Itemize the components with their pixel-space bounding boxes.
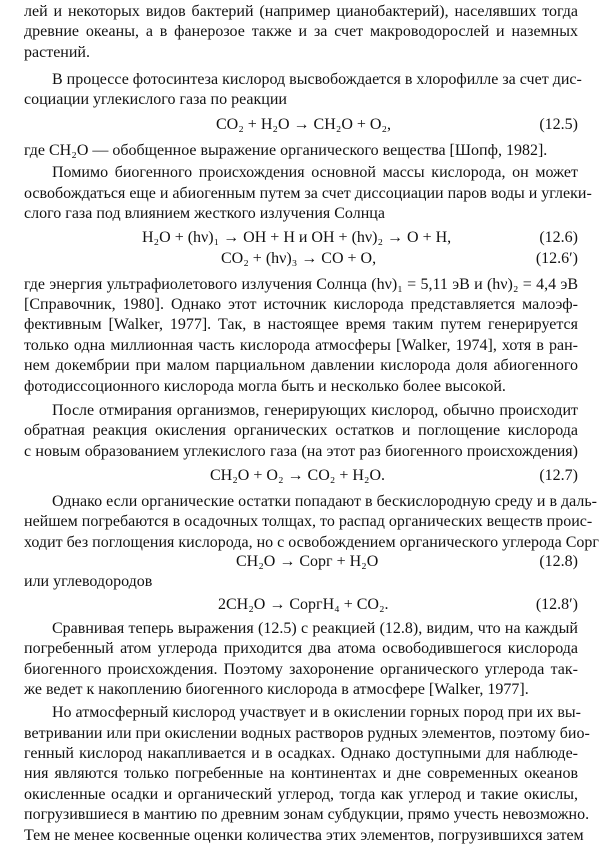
text-line-7: Помимо биогенного происхождения основной массы кислорода, он может <box>52 164 578 182</box>
text-line-6: где CH₂O — обобщенное выражение органического вещества [Шопф, 1982]. <box>24 142 548 159</box>
text-line-21: ходит без поглощения кислорода, но с освобождением органического углерода Cорг <box>24 533 599 551</box>
text-line-33: Тем не менее косвенные оценки количества этих элементов, погрузившихся затем <box>24 826 584 844</box>
text-line-8: освобождаться еще и абиогенным путем за счет диссоциации паров воды и углеки- <box>24 184 592 202</box>
equation-number-12-7: (12.7) <box>539 466 578 484</box>
text-line-11: [Справочник, 1980]. Однако этот источник кислорода представляется малоэф- <box>24 296 578 313</box>
text-line-15: фотодиссоционного кислорода могла быть и несколько более высокой. <box>24 377 506 395</box>
text-line-12: фективным [Walker, 1977]. Так, в настоящее время таким путем генерируется <box>24 316 578 334</box>
text-line-26: же ведет к накоплению биогенного кислорода в атмосфере [Walker, 1977]. <box>24 681 529 698</box>
text-line-4: В процессе фотосинтеза кислород высвобождается в хлорофилле за счет дис- <box>52 70 582 88</box>
equation-number-12-6-prime: (12.6′) <box>535 249 578 267</box>
text-line-28: ветривании или при окислении водных растворов рудных элементов, поэтому био- <box>24 724 590 742</box>
equation-12-8: CH₂O → Cорг + H₂O <box>236 552 379 570</box>
text-line-9: слого газа под влиянием жесткого излучения Солнца <box>24 205 385 223</box>
equation-number-12-6: (12.6) <box>539 229 578 247</box>
text-line-31: окисленные осадки и органический углерод, тогда как углерод и такие окислы, <box>24 785 578 803</box>
equation-12-6-prime: CO₂ + (hν)₃ → CO + O, <box>221 249 377 267</box>
equation-number-12-8-prime: (12.8′) <box>535 595 578 613</box>
equation-12-6: H₂O + (hν)₁ → OH + H и OH + (hν)₂ → O + H, <box>142 229 452 247</box>
text-line-22: или углеводородов <box>24 573 153 591</box>
text-line-5: социации углекислого газа по реакции <box>24 91 287 108</box>
text-line-13: только одна миллионная часть кислорода атмосферы [Walker, 1974], хотя в ран- <box>24 336 578 354</box>
text-line-14: нем докембрии при малом парциальном давлении кислорода доля абиогенного <box>24 357 578 375</box>
text-line-20: нейшем погребаются в осадочных толщах, то распад органических веществ проис- <box>24 513 593 531</box>
text-line-1: лей и некоторых видов бактерий (например цианобактерий), населявших тогда <box>24 2 578 20</box>
text-line-2: древние океаны, а в фанерозое также и за счет макроводорослей и наземных <box>24 23 578 41</box>
equation-number-12-5: (12.5) <box>539 116 578 133</box>
text-line-3: растений. <box>24 43 90 61</box>
equation-12-7: CH₂O + O₂ → CO₂ + H₂O. <box>210 466 386 484</box>
equation-12-5: CO₂ + H₂O → CH₂O + O₂, <box>216 116 392 133</box>
text-line-10: где энергия ультрафиолетового излучения Солнца (hν)₁ = 5,11 эВ и (hν)₂ = 4,4 эВ <box>24 275 578 293</box>
text-line-19: Однако если органические остатки попадают в бескислородную среду и в даль- <box>52 492 597 510</box>
equation-number-12-8: (12.8) <box>539 552 578 570</box>
text-line-27: Но атмосферный кислород участвует и в окислении горных пород при их вы- <box>52 704 581 722</box>
equation-12-8-prime: 2CH₂O → CоргH₄ + CO₂. <box>218 595 389 613</box>
text-line-30: ния являются только погребенные на континентах и дне современных океанов <box>24 765 578 783</box>
text-line-23: Сравнивая теперь выражения (12.5) с реакцией (12.8), видим, что на каждый <box>52 619 578 637</box>
text-line-29: генный кислород накапливается и в осадках. Однако доступными для наблюде- <box>24 745 578 762</box>
text-line-32: погрузившиеся в мантию по древним зонам субдукции, прямо учесть невозможно. <box>24 806 590 824</box>
text-line-18: с новым образованием углекислого газа (на этот раз биогенного происхождения) <box>24 442 578 460</box>
text-line-24: погребенный атом углерода приходится два атома освободившегося кислорода <box>24 640 578 658</box>
text-line-16: После отмирания организмов, генерирующих кислород, обычно происходит <box>52 401 578 419</box>
text-line-25: биогенного происхождения. Поэтому захоронение органического углерода так- <box>24 660 578 678</box>
text-line-17: обратная реакция окисления органических остатков и поглощение кислорода <box>24 422 578 440</box>
